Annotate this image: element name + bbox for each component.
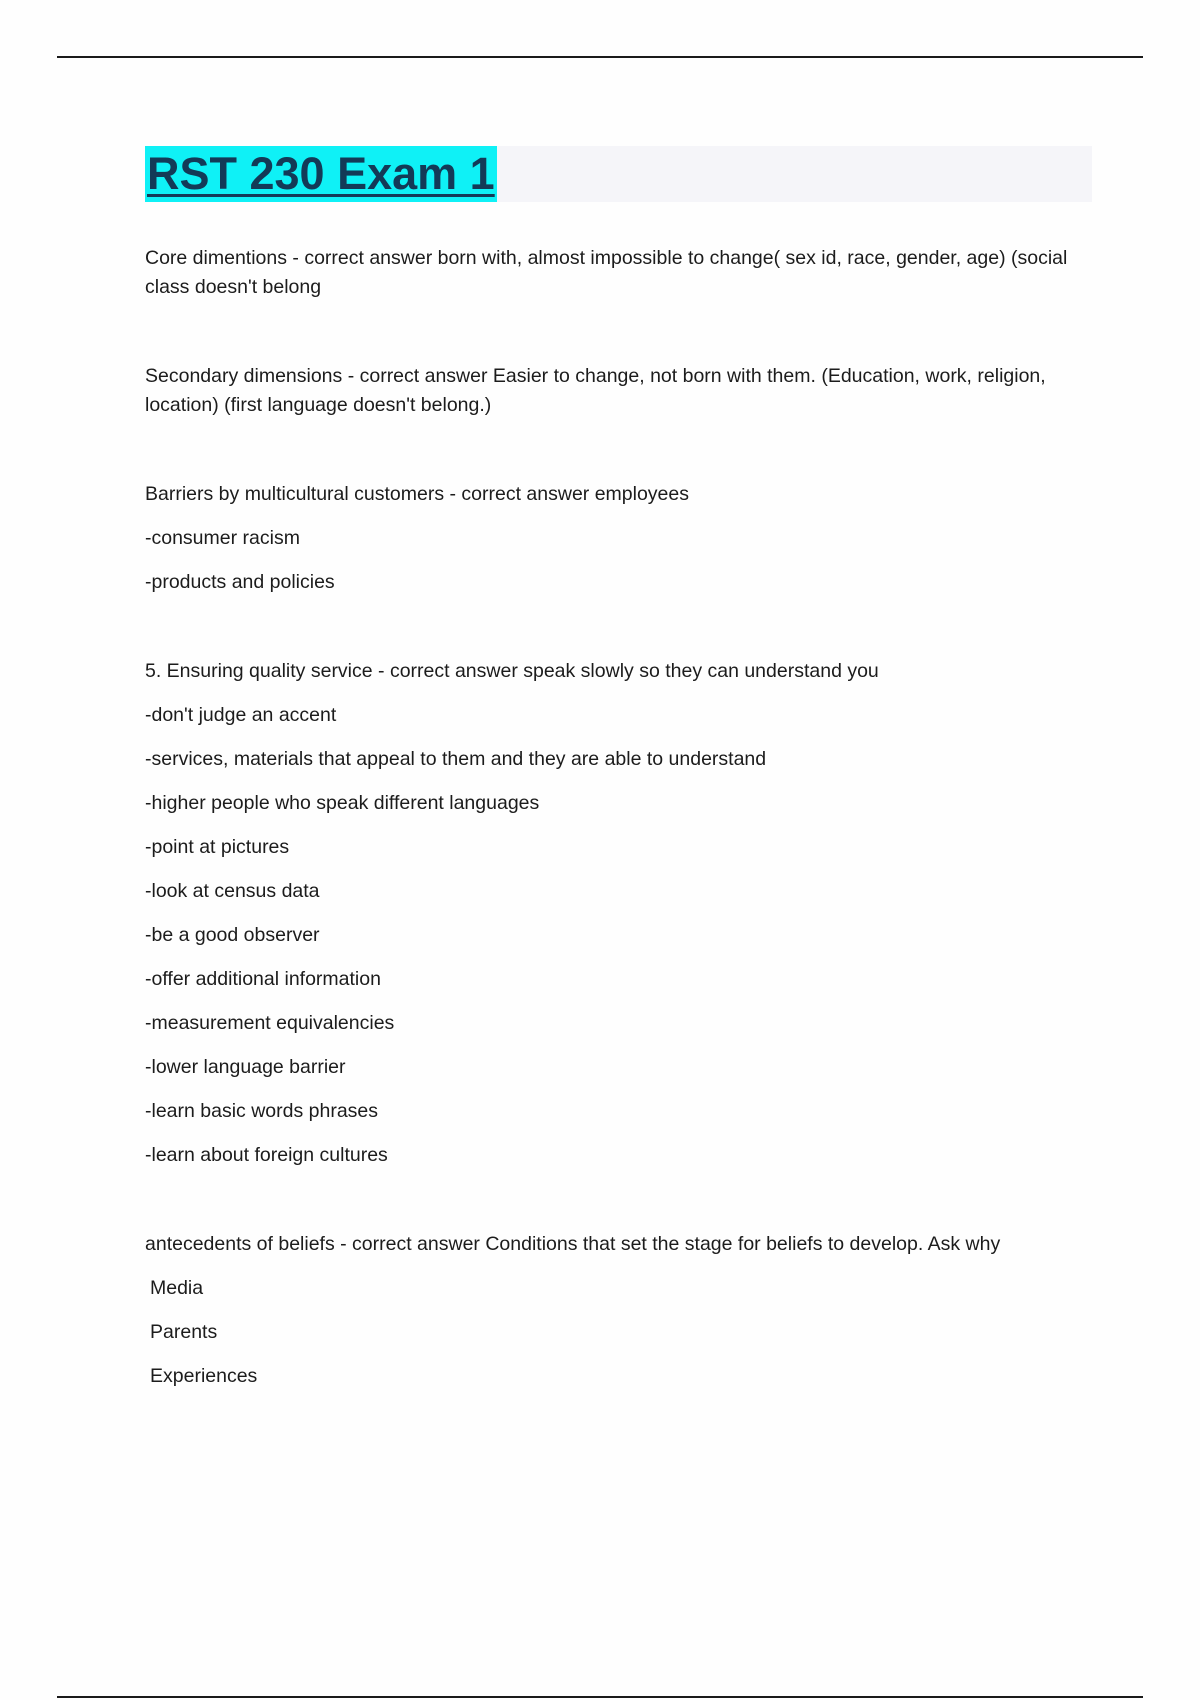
list-item: -higher people who speak different languages	[145, 792, 540, 814]
entry-antecedents	[145, 1230, 1095, 1391]
entry-barriers	[145, 480, 1095, 597]
document-body	[145, 244, 1095, 1451]
header-rule	[57, 56, 1143, 58]
list-item: -consumer racism	[145, 527, 300, 549]
entry-text: Core dimentions - correct answer born with, almost impossible to change( sex id, race, gender, age) (social class doesn't belong	[145, 247, 1068, 298]
entry-text: antecedents of beliefs - correct answer Conditions that set the stage for beliefs to develop. Ask why	[145, 1233, 1001, 1255]
entry-text: Secondary dimensions - correct answer Easier to change, not born with them. (Education, work, religion, location) (first language doesn't belong.)	[145, 365, 1046, 416]
entry-text: Barriers by multicultural customers - correct answer employees	[145, 483, 690, 505]
list-item: -look at census data	[145, 880, 320, 902]
list-item: -point at pictures	[145, 836, 290, 858]
list-item: -products and policies	[145, 571, 335, 593]
list-item: -offer additional information	[145, 968, 381, 990]
document-title: RST 230 Exam 1	[145, 146, 497, 202]
list-item: -don't judge an accent	[145, 704, 337, 726]
list-item: Media	[150, 1277, 204, 1299]
list-item: -measurement equivalencies	[145, 1012, 395, 1034]
list-item: Experiences	[150, 1365, 258, 1387]
list-item: -learn basic words phrases	[145, 1100, 379, 1122]
entry-quality-service	[145, 657, 1095, 1170]
entry-secondary-dimensions	[145, 362, 1095, 420]
list-item: -lower language barrier	[145, 1056, 346, 1078]
list-item: Parents	[150, 1321, 218, 1343]
entry-text: 5. Ensuring quality service - correct answer speak slowly so they can understand you	[145, 660, 879, 682]
entry-core-dimensions	[145, 244, 1095, 302]
list-item: -be a good observer	[145, 924, 320, 946]
list-item: -learn about foreign cultures	[145, 1144, 388, 1166]
list-item: -services, materials that appeal to them and they are able to understand	[145, 748, 767, 770]
footer-rule	[57, 1696, 1143, 1698]
